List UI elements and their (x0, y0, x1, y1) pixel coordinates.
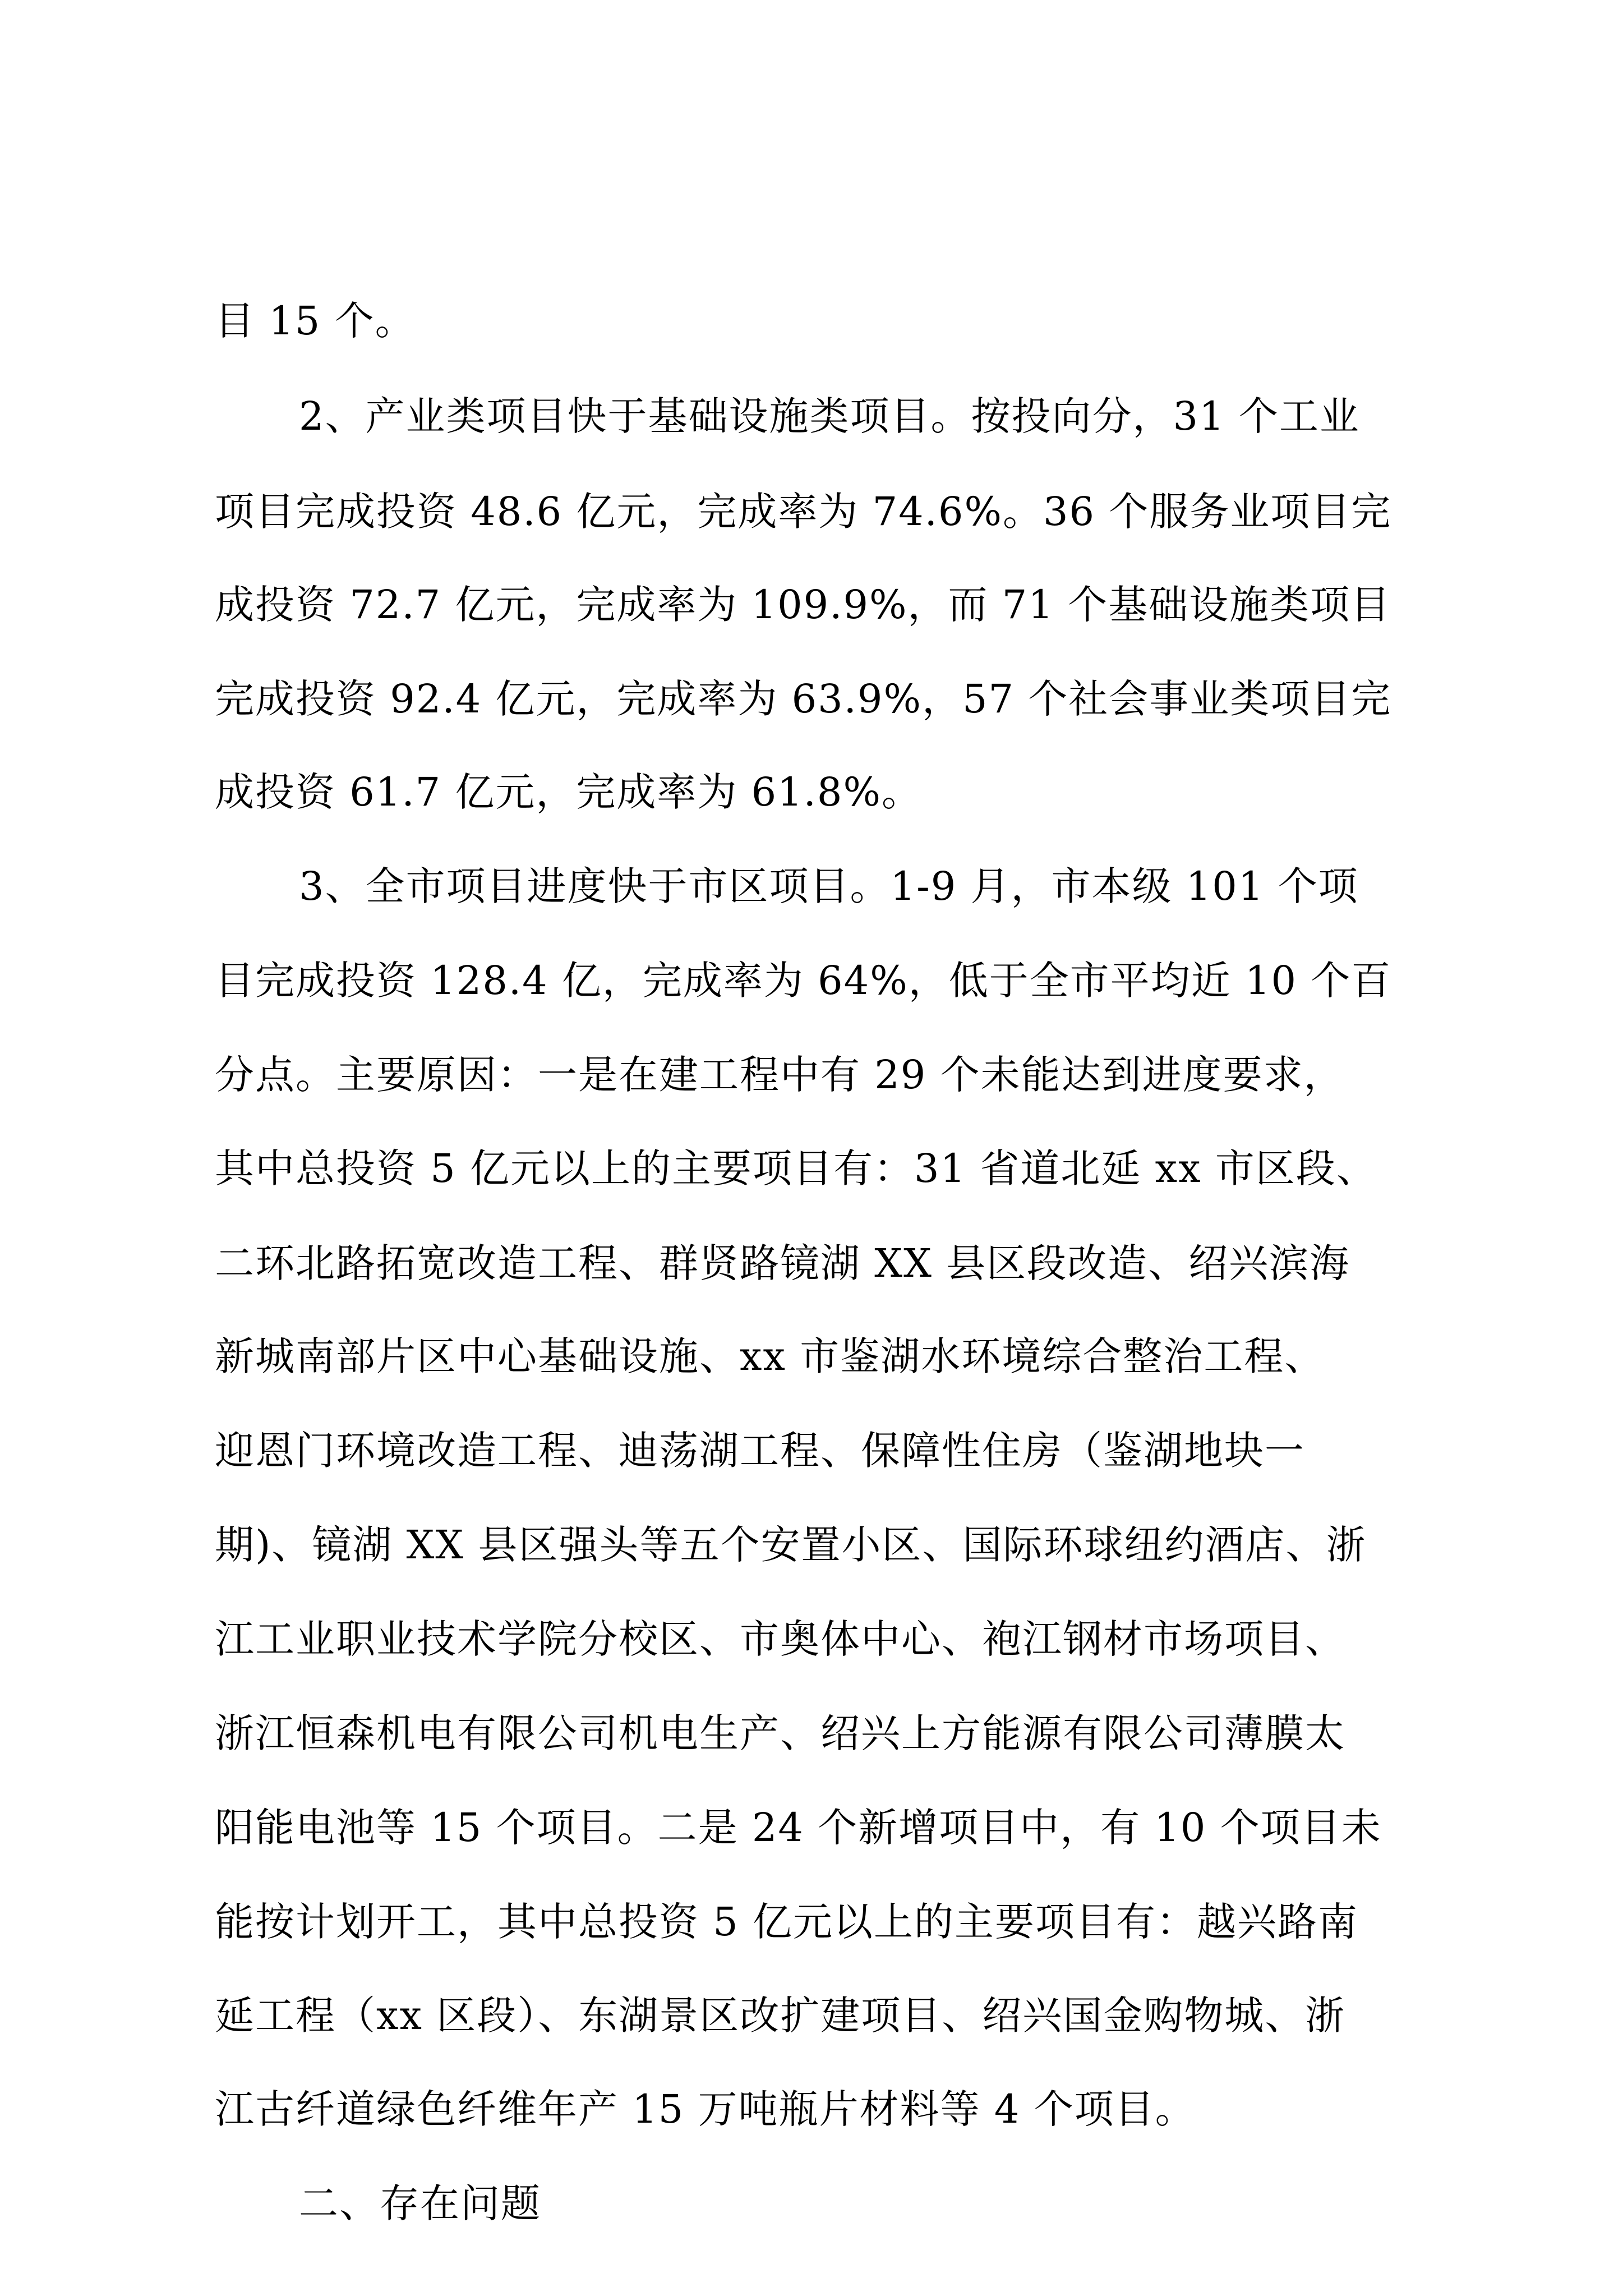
text-line-11: 二环北路拓宽改造工程、群贤路镜湖 XX 县区段改造、绍兴滨海 (215, 1240, 1350, 1286)
text-line-12: 新城南部片区中心基础设施、xx 市鉴湖水环境综合整治工程、 (215, 1333, 1325, 1379)
text-line-9: 分点。主要原因：一是在建工程中有 29 个未能达到进度要求， (215, 1052, 1344, 1098)
text-line-1: 目 15 个。 (215, 298, 416, 344)
section-heading: 二、存在问题 (299, 2180, 541, 2226)
text-line-3: 项目完成投资 48.6 亿元，完成率为 74.6%。36 个服务业项目完 (215, 489, 1392, 535)
text-line-15: 江工业职业技术学院分校区、市奥体中心、袍江钢材市场项目、 (215, 1616, 1345, 1662)
text-line-7: 3、全市项目进度快于市区项目。1-9 月，市本级 101 个项 (299, 863, 1359, 909)
text-line-20: 江古纤道绿色纤维年产 15 万吨瓶片材料等 4 个项目。 (215, 2086, 1196, 2132)
text-line-17: 阳能电池等 15 个项目。二是 24 个新增项目中，有 10 个项目未 (215, 1805, 1382, 1851)
text-line-8: 目完成投资 128.4 亿，完成率为 64%，低于全市平均近 10 个百 (215, 958, 1392, 1004)
text-line-2: 2、产业类项目快于基础设施类项目。按投向分，31 个工业 (299, 393, 1360, 439)
text-line-5: 完成投资 92.4 亿元，完成率为 63.9%，57 个社会事业类项目完 (215, 676, 1392, 722)
text-line-13: 迎恩门环境改造工程、迪荡湖工程、保障性住房（鉴湖地块一 (215, 1428, 1305, 1474)
text-line-4: 成投资 72.7 亿元，完成率为 109.9%，而 71 个基础设施类项目 (215, 582, 1391, 628)
text-line-16: 浙江恒森机电有限公司机电生产、绍兴上方能源有限公司薄膜太 (215, 1710, 1345, 1756)
text-line-19: 延工程（xx 区段）、东湖景区改扩建项目、绍兴国金购物城、浙 (215, 1993, 1346, 2039)
text-line-6: 成投资 61.7 亿元，完成率为 61.8%。 (215, 769, 922, 815)
text-line-14: 期)、镜湖 XX 县区强头等五个安置小区、国际环球纽约酒店、浙 (215, 1522, 1367, 1568)
text-line-18: 能按计划开工，其中总投资 5 亿元以上的主要项目有：越兴路南 (215, 1899, 1359, 1945)
text-line-10: 其中总投资 5 亿元以上的主要项目有：31 省道北延 xx 市区段、 (215, 1145, 1377, 1191)
